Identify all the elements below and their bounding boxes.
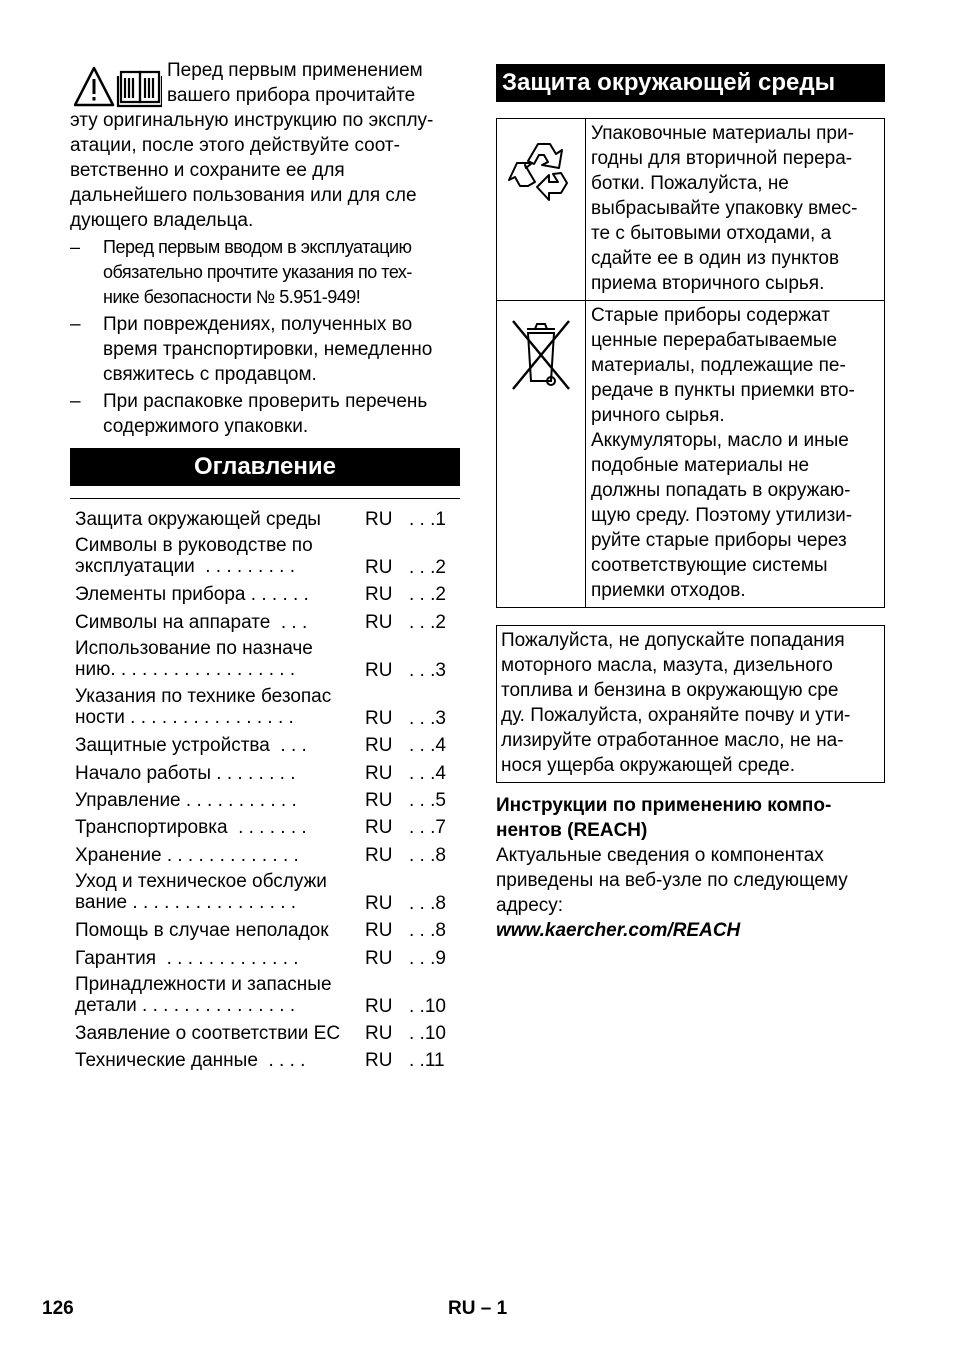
toc-entry[interactable] [70, 843, 460, 870]
text-line: нося ущерба окружающей среде. [501, 755, 795, 776]
text-line: ботки. Пожалуйста, не [591, 173, 789, 194]
toc-entry-lang: RU [365, 1022, 393, 1044]
text-line: лизируйте отработанное масло, не на- [501, 730, 844, 751]
toc-entry-lang: RU [365, 1050, 393, 1072]
environment-table [496, 118, 885, 608]
toc-entry-lang: RU [365, 708, 393, 730]
bullet-line: Перед первым вводом в эксплуатацию [103, 237, 412, 257]
text-line: Аккумуляторы, масло и иные [591, 430, 849, 451]
toc-entry-title: Символы в руководстве по эксплуатации . . . . . . . . . [75, 535, 313, 578]
toc-entry-page: . . .8 [409, 844, 446, 866]
text-line: приема вторичного сырья. [591, 273, 825, 294]
left-column [70, 58, 460, 1076]
toc-entry-page: . . .9 [409, 947, 446, 969]
text-line: сдайте ее в один из пунктов [591, 248, 840, 269]
toc-entry-title: Управление . . . . . . . . . . . [75, 789, 297, 811]
bullet-dash: – [70, 237, 80, 257]
environment-row-packaging [497, 119, 884, 300]
text-line: подобные материалы не [591, 455, 810, 476]
crossed-bin-icon [497, 315, 585, 405]
reach-title: нентов (REACH) [496, 820, 648, 841]
text-line: выбрасывайте упаковку вмес- [591, 198, 858, 219]
toc-entry-lang: RU [365, 557, 393, 579]
reach-body-line: Актуальные сведения о компонентах [496, 845, 824, 866]
text-line: редаче в пункты приемки вто- [591, 380, 855, 401]
bullet-line: свяжитесь с продавцом. [103, 364, 317, 385]
toc-entry-title: Элементы прибора . . . . . . [75, 584, 309, 606]
toc-entry-lang: RU [365, 817, 393, 839]
toc-entry[interactable] [70, 1021, 460, 1048]
text-line: должны попадать в окружаю- [591, 480, 851, 501]
toc-entry-title: Технические данные . . . . [75, 1050, 306, 1072]
bullet-line: обязательно прочтите указания по тех- [103, 262, 412, 282]
toc-entry-lang: RU [365, 789, 393, 811]
intro-line: вашего прибора прочитайте [167, 85, 416, 106]
toc-entry-title: Начало работы . . . . . . . . [75, 762, 296, 784]
text-line: Упаковочные материалы при- [591, 123, 854, 144]
toc-entry-page: . . .2 [409, 584, 446, 606]
toc-entry[interactable] [70, 534, 460, 582]
text-line: Пожалуйста, не допускайте попадания [501, 630, 845, 651]
text-line: Старые приборы содержат [591, 305, 830, 326]
environment-row-old-devices [497, 300, 884, 607]
toc-entry-page: . .10 [409, 1022, 446, 1044]
right-column [496, 64, 885, 943]
toc-entry-page: . . .2 [409, 557, 446, 579]
toc-entry[interactable] [70, 1048, 460, 1075]
toc-entry-page: . . .4 [409, 735, 446, 757]
text-line: щую среду. Поэтому утилизи- [591, 505, 853, 526]
toc-heading: Оглавление [70, 448, 460, 486]
toc-entry-title: Защитные устройства . . . [75, 735, 307, 757]
toc-entry-lang: RU [365, 947, 393, 969]
bullet-item [70, 235, 460, 310]
toc-entry-page: . .10 [409, 995, 446, 1017]
env-icon-cell [497, 301, 586, 607]
reach-link[interactable]: www.kaercher.com/REACH [496, 920, 741, 941]
toc-entry-page: . .11 [409, 1050, 445, 1072]
bullet-list [70, 235, 460, 439]
bullet-line: содержимого упаковки. [103, 416, 309, 437]
intro-line: атации, после этого действуйте соот- [70, 135, 400, 156]
table-of-contents [70, 498, 460, 1076]
toc-entry-page: . . .4 [409, 762, 446, 784]
text-line: ценные перерабатываемые [591, 330, 838, 351]
toc-entry-lang: RU [365, 893, 393, 915]
toc-entry-page: . . .5 [409, 789, 446, 811]
toc-entry[interactable] [70, 918, 460, 945]
toc-entry-page: . . .1 [409, 509, 446, 530]
toc-entry-lang: RU [365, 995, 393, 1017]
toc-entry-title: Принадлежности и запасные детали . . . . . . . . . . . . . . . [75, 973, 332, 1016]
bullet-item [70, 312, 460, 387]
toc-entry-lang: RU [365, 844, 393, 866]
text-line: соответствующие системы [591, 555, 828, 576]
toc-entry-title: Уход и техническое обслужи вание . . . . . . . . . . . . . . . . [75, 871, 327, 914]
toc-entry[interactable] [70, 870, 460, 918]
toc-entry-title: Помощь в случае неполадок [75, 920, 329, 942]
toc-entry-title: Хранение . . . . . . . . . . . . . [75, 844, 299, 866]
page-number: 126 [42, 1298, 74, 1319]
toc-entry[interactable] [70, 788, 460, 815]
toc-entry[interactable] [70, 946, 460, 973]
toc-entry-page: . . .8 [409, 893, 446, 915]
environment-heading: Защита окружающей среды [496, 64, 885, 102]
toc-entry-lang: RU [365, 584, 393, 606]
text-line: моторного масла, мазута, дизельного [501, 655, 833, 676]
reach-title: Инструкции по применению компо- [496, 795, 832, 816]
intro-line: дальнейшего пользования или для сле [70, 185, 417, 206]
env-text-cell [586, 119, 862, 300]
toc-entry-page: . . .8 [409, 920, 446, 942]
oil-warning-note [496, 625, 885, 783]
toc-entry-lang: RU [365, 660, 393, 682]
reach-body-line: приведены на веб-узле по следующему [496, 870, 848, 891]
manual-book-icon [118, 72, 162, 106]
recycle-icon [497, 125, 585, 225]
toc-entry-lang: RU [365, 509, 393, 530]
toc-entry-title: Использование по назначе нию. . . . . . . . . . . . . . . . . . [75, 638, 313, 681]
bullet-dash: – [70, 391, 81, 412]
toc-entry[interactable] [70, 637, 460, 685]
bullet-line: При повреждениях, полученных во [103, 314, 413, 335]
text-line: руйте старые приборы через [591, 530, 847, 551]
bullet-dash: – [70, 314, 81, 335]
intro-paragraph [70, 58, 460, 233]
toc-entry-page: . . .3 [409, 660, 446, 682]
toc-entry-page: . . .3 [409, 708, 446, 730]
toc-entry-lang: RU [365, 611, 393, 633]
toc-entry[interactable] [70, 973, 460, 1021]
text-line: годны для вторичной перера- [591, 148, 853, 169]
toc-entry-page: . . .7 [409, 817, 446, 839]
toc-entry-title: Гарантия . . . . . . . . . . . . . [75, 947, 299, 969]
bullet-line: нике безопасности № 5.951-949! [103, 287, 361, 307]
toc-entry-page: . . .2 [409, 611, 446, 633]
env-icon-cell [497, 119, 586, 300]
toc-entry[interactable] [70, 733, 460, 760]
intro-line: Перед первым применением [167, 60, 423, 81]
env-text-cell [586, 301, 859, 607]
section-code: RU – 1 [448, 1298, 508, 1319]
text-line: материалы, подлежащие пе- [591, 355, 846, 376]
intro-line: эту оригинальную инструкцию по эксплу- [70, 110, 434, 131]
toc-entry-lang: RU [365, 920, 393, 942]
toc-entry[interactable] [70, 761, 460, 788]
bullet-line: При распаковке проверить перечень [103, 391, 428, 412]
toc-entry[interactable] [70, 815, 460, 842]
bullet-line: время транспортировки, немедленно [103, 339, 433, 360]
reach-section [496, 793, 885, 943]
warning-icon [75, 68, 113, 105]
text-line: те с бытовыми отходами, а [591, 223, 832, 244]
toc-entry-title: Защита окружающей среды [75, 509, 321, 530]
bullet-item [70, 389, 460, 439]
text-line: ду. Пожалуйста, охраняйте почву и ути- [501, 705, 851, 726]
reach-body-line: адресу: [496, 895, 564, 916]
toc-entry[interactable] [70, 582, 460, 609]
text-line: ричного сырья. [591, 405, 725, 426]
toc-entry-title: Указания по технике безопас ности . . . . . . . . . . . . . . . . [75, 686, 332, 729]
toc-entry-title: Транспортировка . . . . . . . [75, 817, 307, 839]
intro-line: дующего владельца. [70, 210, 254, 231]
toc-entry[interactable] [70, 507, 460, 534]
warning-and-manual-icons [74, 66, 162, 108]
toc-entry[interactable] [70, 685, 460, 733]
toc-entry-title: Символы на аппарате . . . [75, 611, 308, 633]
toc-entry-title: Заявление о соответствии ЕС [75, 1022, 341, 1044]
toc-entry[interactable] [70, 610, 460, 637]
toc-entry-lang: RU [365, 762, 393, 784]
text-line: топлива и бензина в окружающую сре [501, 680, 839, 701]
intro-line: ветственно и сохраните ее для [70, 160, 345, 181]
text-line: приемки отходов. [591, 580, 746, 601]
toc-entry-lang: RU [365, 735, 393, 757]
